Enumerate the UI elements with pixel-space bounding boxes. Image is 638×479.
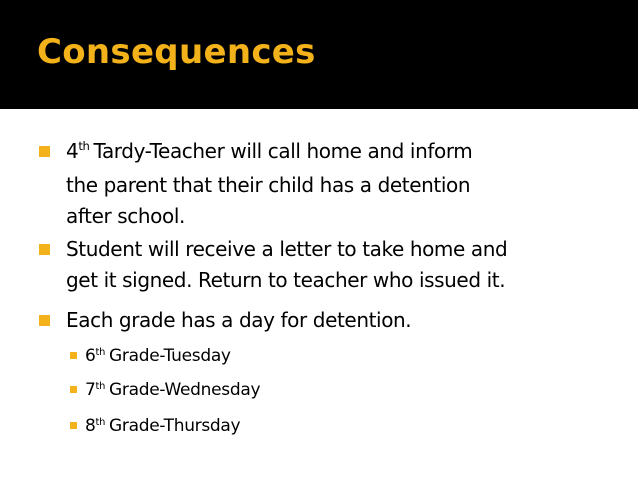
square-bullet-icon	[39, 244, 50, 255]
square-bullet-icon	[39, 315, 50, 326]
bullet-line: the parent that their child has a detention	[66, 173, 471, 197]
square-bullet-icon	[70, 386, 77, 393]
sub-bullet-text: Grade-Wednesday	[109, 380, 261, 400]
bullet-text: Tardy-Teacher will call home and inform	[93, 139, 473, 163]
ordinal-suffix: th	[78, 139, 90, 154]
bullet-line	[66, 136, 632, 170]
sub-bullet-text: Grade-Thursday	[109, 416, 241, 436]
sub-bullet-6th-grade	[85, 344, 231, 371]
bullet-line: Student will receive a letter to take home and	[66, 237, 508, 261]
sub-bullet-8th-grade	[85, 414, 240, 441]
ordinal-suffix: th	[95, 416, 106, 428]
bullet-tardy	[66, 136, 632, 232]
square-bullet-icon	[70, 422, 77, 429]
square-bullet-icon	[39, 146, 50, 157]
ordinal-number: 7	[85, 380, 96, 400]
ordinal-number: 6	[85, 346, 96, 366]
ordinal-suffix: th	[95, 380, 106, 392]
sub-bullet-text: Grade-Tuesday	[109, 346, 231, 366]
ordinal-number: 4	[66, 139, 79, 163]
ordinal-number: 8	[85, 416, 96, 436]
bullet-line: Each grade has a day for detention.	[66, 308, 412, 332]
bullet-line: get it signed. Return to teacher who issued it.	[66, 268, 506, 292]
square-bullet-icon	[70, 352, 77, 359]
bullet-detention-days	[66, 305, 632, 336]
bullet-letter	[66, 234, 632, 296]
slide-title: Consequences	[37, 32, 316, 72]
bullet-line: after school.	[66, 204, 185, 228]
ordinal-suffix: th	[95, 346, 106, 358]
sub-bullet-7th-grade	[85, 378, 260, 405]
